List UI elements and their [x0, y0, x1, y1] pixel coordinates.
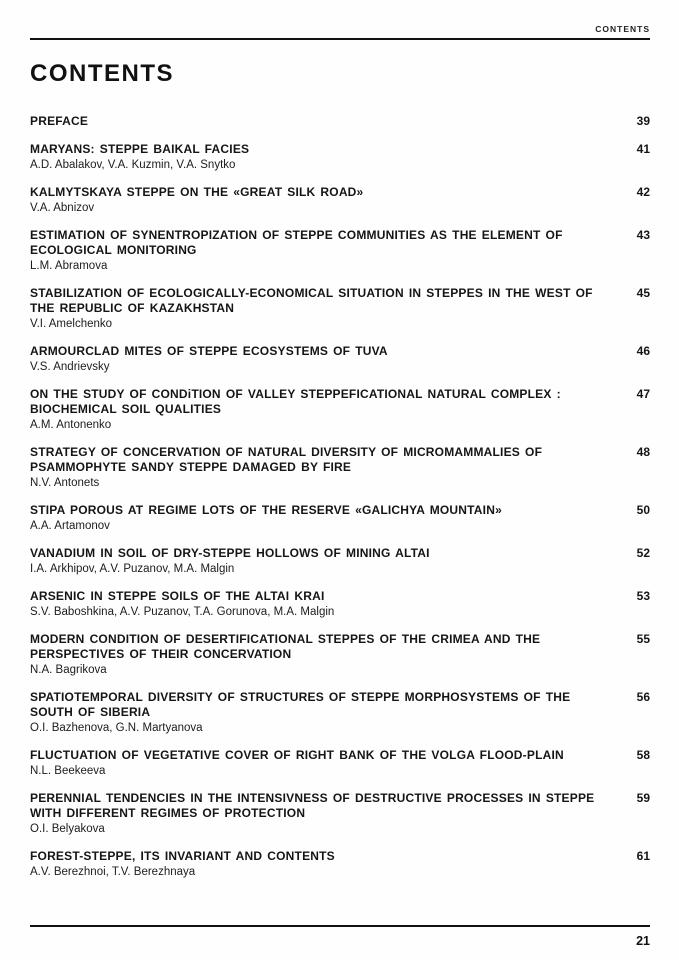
toc-entry: [30, 849, 650, 879]
toc-entry: [30, 690, 650, 735]
entry-title: ESTIMATION OF SYNENTROPIZATION OF STEPPE COMMUNITIES AS THE ELEMENT OF ECOLOGICAL MONITORING: [30, 228, 563, 257]
entry-title: STRATEGY OF CONCERVATION OF NATURAL DIVERSITY OF MICROMAMMALIES OF PSAMMOPHYTE SANDY STEPPE DAMAGED BY FIRE: [30, 445, 543, 474]
toc-entry: [30, 344, 650, 374]
header-rule: [30, 38, 650, 40]
entry-authors: A.A. Artamonov: [30, 520, 110, 532]
entry-authors: N.V. Antonets: [30, 477, 100, 489]
entry-authors: O.I. Bazhenova, G.N. Martyanova: [30, 722, 203, 734]
entry-authors: L.M. Abramova: [30, 260, 108, 272]
toc-entries-list: [30, 114, 650, 879]
running-head: CONTENTS: [595, 24, 650, 34]
page-title: CONTENTS: [30, 60, 174, 87]
toc-entry-text: [30, 546, 608, 576]
entry-title: MARYANS: STEPPE BAIKAL FACIES: [30, 142, 250, 156]
entry-page-number: 59: [636, 791, 650, 805]
toc-entry-text: [30, 344, 608, 374]
entry-authors: V.S. Andrievsky: [30, 361, 110, 373]
entry-title: STIPA POROUS AT REGIME LOTS OF THE RESERVE «GALICHYA MOUNTAIN»: [30, 503, 502, 517]
toc-entry: [30, 791, 650, 836]
entry-authors: A.M. Antonenko: [30, 419, 112, 431]
entry-title: ARSENIC IN STEPPE SOILS OF THE ALTAI KRAI: [30, 589, 325, 603]
entry-title: MODERN CONDITION OF DESERTIFICATIONAL STEPPES OF THE CRIMEA AND THE PERSPECTIVES OF THEIR CONCERVATION: [30, 632, 541, 661]
entry-authors: I.A. Arkhipov, A.V. Puzanov, M.A. Malgin: [30, 563, 235, 575]
toc-entry: [30, 185, 650, 215]
entry-page-number: 45: [636, 286, 650, 300]
entry-page-number: 47: [636, 387, 650, 401]
toc-entry-text: [30, 791, 608, 836]
footer-rule: [30, 925, 650, 927]
entry-title: ON THE STUDY OF CONDiTION OF VALLEY STEPPEFICATIONAL NATURAL COMPLEX : BIOCHEMICAL SOIL QUALITIES: [30, 387, 561, 416]
toc-entry: [30, 632, 650, 677]
entry-title: SPATIOTEMPORAL DIVERSITY OF STRUCTURES OF STEPPE MORPHOSYSTEMS OF THE SOUTH OF SIBERIA: [30, 690, 571, 719]
entry-page-number: 61: [636, 849, 650, 863]
toc-entry: [30, 589, 650, 619]
entry-title: ARMOURCLAD MITES OF STEPPE ECOSYSTEMS OF TUVA: [30, 344, 388, 358]
entry-page-number: 46: [636, 344, 650, 358]
toc-entry-text: [30, 286, 608, 331]
entry-title: FLUCTUATION OF VEGETATIVE COVER OF RIGHT BANK OF THE VOLGA FLOOD-PLAIN: [30, 748, 564, 762]
toc-entry-text: [30, 632, 608, 677]
entry-authors: V.A. Abnizov: [30, 202, 95, 214]
page-content: [30, 60, 650, 892]
entry-title: KALMYTSKAYA STEPPE ON THE «GREAT SILK ROAD»: [30, 185, 364, 199]
toc-entry-text: [30, 142, 608, 172]
entry-page-number: 39: [636, 114, 650, 128]
entry-page-number: 50: [636, 503, 650, 517]
entry-page-number: 58: [636, 748, 650, 762]
entry-authors: V.I. Amelchenko: [30, 318, 113, 330]
toc-entry-text: [30, 690, 608, 735]
entry-title: STABILIZATION OF ECOLOGICALLY-ECONOMICAL SITUATION IN STEPPES IN THE WEST OF THE REPUBLIC OF KAZAKHSTAN: [30, 286, 593, 315]
toc-entry: [30, 142, 650, 172]
entry-page-number: 53: [636, 589, 650, 603]
entry-title: PERENNIAL TENDENCIES IN THE INTENSIVNESS OF DESTRUCTIVE PROCESSES IN STEPPE WITH DIFFERENT REGIMES OF PROTECTION: [30, 791, 595, 820]
entry-page-number: 55: [636, 632, 650, 646]
entry-authors: O.I. Belyakova: [30, 823, 105, 835]
toc-entry: [30, 286, 650, 331]
toc-entry-text: [30, 228, 608, 273]
entry-title: FOREST-STEPPE, ITS INVARIANT AND CONTENTS: [30, 849, 335, 863]
entry-page-number: 48: [636, 445, 650, 459]
entry-authors: A.D. Abalakov, V.A. Kuzmin, V.A. Snytko: [30, 159, 236, 171]
entry-authors: N.A. Bagrikova: [30, 664, 107, 676]
toc-entry-text: [30, 589, 608, 619]
entry-page-number: 42: [636, 185, 650, 199]
toc-entry-text: [30, 445, 608, 490]
toc-entry: [30, 114, 650, 129]
toc-entry-text: [30, 114, 608, 129]
toc-entry: [30, 387, 650, 432]
entry-title: VANADIUM IN SOIL OF DRY-STEPPE HOLLOWS OF MINING ALTAI: [30, 546, 430, 560]
entry-title: PREFACE: [30, 114, 89, 128]
toc-entry: [30, 546, 650, 576]
toc-entry: [30, 445, 650, 490]
page-number: 21: [636, 934, 650, 948]
toc-entry-text: [30, 748, 608, 778]
entry-authors: N.L. Beekeeva: [30, 765, 106, 777]
toc-entry: [30, 748, 650, 778]
entry-page-number: 41: [636, 142, 650, 156]
entry-page-number: 43: [636, 228, 650, 242]
toc-entry-text: [30, 503, 608, 533]
toc-entry-text: [30, 387, 608, 432]
entry-page-number: 52: [636, 546, 650, 560]
toc-entry-text: [30, 849, 608, 879]
toc-entry: [30, 503, 650, 533]
toc-entry-text: [30, 185, 608, 215]
entry-authors: S.V. Baboshkina, A.V. Puzanov, T.A. Gorunova, M.A. Malgin: [30, 606, 335, 618]
entry-authors: A.V. Berezhnoi, T.V. Berezhnaya: [30, 866, 196, 878]
toc-entry: [30, 228, 650, 273]
entry-page-number: 56: [636, 690, 650, 704]
